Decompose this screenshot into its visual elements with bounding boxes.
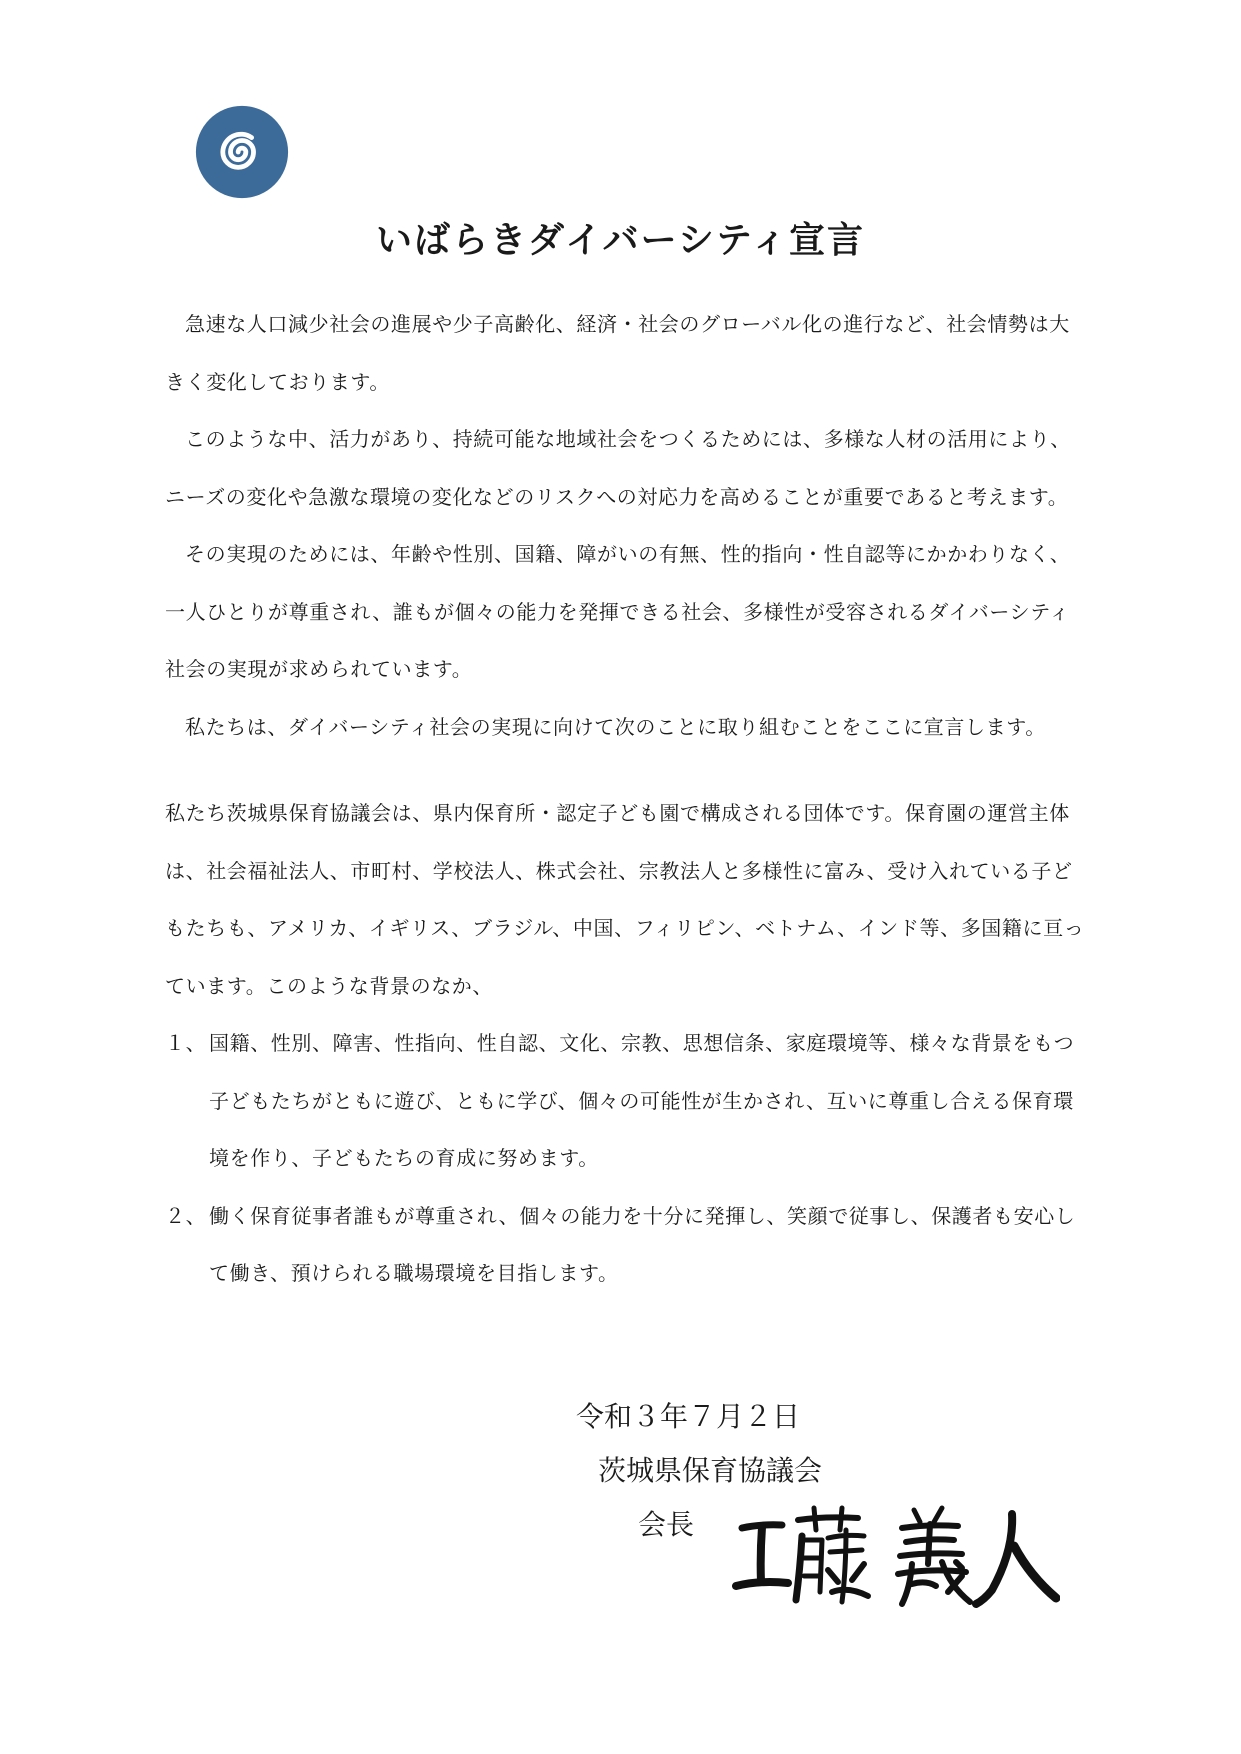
spiral-logo-icon: [194, 104, 290, 200]
intro-paragraph-3: その実現のためには、年齢や性別、国籍、障がいの有無、性的指向・性自認等にかかわりなく、一人ひとりが尊重され、誰もが個々の能力を発揮できる社会、多様性が受容されるダイバーシティ社会の実現が求められています。: [165, 542, 1071, 681]
item-number: １、: [165, 1031, 207, 1055]
intro-paragraph-2: このような中、活力があり、持続可能な地域社会をつくるためには、多様な人材の活用により、ニーズの変化や急激な環境の変化などのリスクへの対応力を高めることが重要であると考えます。: [165, 427, 1071, 509]
intro-paragraph-1: 急速な人口減少社会の進展や少子高齢化、経済・社会のグローバル化の進行など、社会情勢は大きく変化しております。: [165, 312, 1070, 394]
intro-paragraph-4: 私たちは、ダイバーシティ社会の実現に向けて次のことに取り組むことをここに宣言します。: [185, 714, 1046, 739]
item-number: ２、: [165, 1203, 207, 1228]
item-text: 国籍、性別、障害、性指向、性自認、文化、宗教、思想信条、家庭環境等、様々な背景をもつ子どもたちがともに遊び、ともに学び、個々の可能性が生かされ、互いに尊重し合える保育環境を作り、子どもたちの育成に努めます。: [209, 1031, 1075, 1170]
organization-name: 茨城県保育協議会: [598, 1454, 823, 1487]
signer-role: 会長: [638, 1508, 695, 1541]
declaration-intro: 私たち茨城県保育協議会は、県内保育所・認定子ども園で構成される団体です。保育園の運営主体は、社会福祉法人、市町村、学校法人、株式会社、宗教法人と多様性に富み、受け入れている子どもたちも、アメリカ、イギリス、ブラジル、中国、フィリピン、ベトナム、インド等、多国籍に亘っています。このような背景のなか、: [165, 801, 1085, 998]
document-title: いばらきダイバーシティ宣言: [376, 219, 865, 261]
document-body: [165, 296, 1085, 1303]
declaration-item-2: [165, 1188, 1085, 1303]
declaration-item-1: [165, 1015, 1085, 1188]
item-text: 働く保育従事者誰もが尊重され、個々の能力を十分に発揮し、笑顔で従事し、保護者も安心して働き、預けられる職場環境を目指します。: [209, 1203, 1076, 1285]
handwritten-signature: [730, 1500, 1060, 1610]
declaration-date: 令和３年７月２日: [576, 1400, 801, 1433]
section-spacer: [165, 756, 1085, 785]
